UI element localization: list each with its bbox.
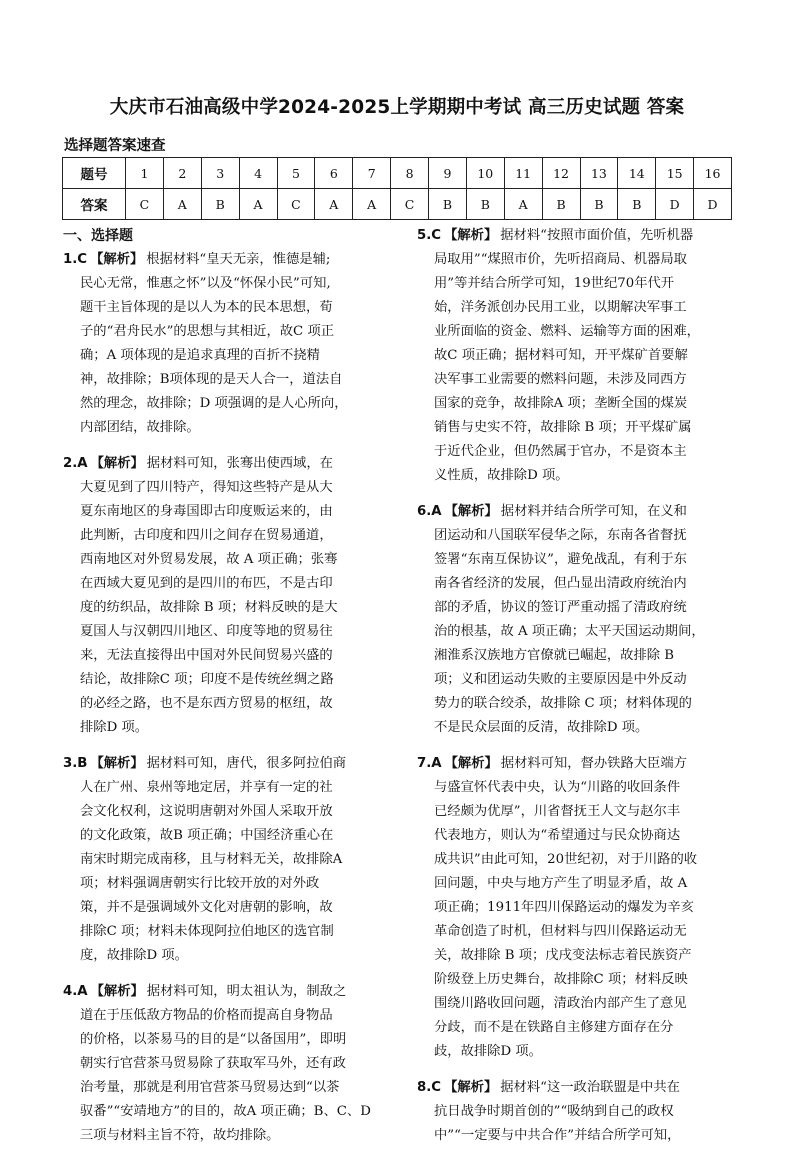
explanation-line	[417, 620, 733, 644]
question-explanation	[63, 752, 389, 968]
question-answer-label: 2.A	[63, 456, 88, 471]
explanation-line	[417, 824, 733, 848]
answer-cell: D	[694, 189, 732, 220]
question-number-cell: 9	[429, 158, 467, 189]
explanation-line	[417, 968, 733, 992]
explanation-text: 据材料可知，督办铁路大臣端方	[500, 756, 687, 771]
explanation-line	[63, 980, 389, 1004]
question-number-cell: 3	[201, 158, 239, 189]
explanation-line	[63, 776, 389, 800]
explanation-line	[63, 500, 389, 524]
question-number-cell: 15	[656, 158, 694, 189]
explanation-line	[63, 692, 389, 716]
question-explanation	[63, 452, 389, 740]
explanation-line	[63, 1052, 389, 1076]
explanation-text: 的必经之路，也不是东西方贸易的枢纽，故	[80, 696, 333, 711]
explanation-line	[63, 1124, 389, 1148]
explanation-text: 来，无法直接得出中国对外民间贸易兴盛的	[80, 648, 333, 663]
explanation-line	[417, 572, 733, 596]
answer-cell: B	[542, 189, 580, 220]
explanation-text: 据材料可知，明太祖认为，制敌之	[146, 984, 347, 999]
explanation-line	[417, 224, 733, 248]
explanation-text: 排除D 项。	[80, 720, 149, 735]
explanation-text: 义性质，故排除D 项。	[434, 468, 569, 483]
answer-cell: A	[163, 189, 201, 220]
explanation-text: 策，并不是强调域外文化对唐朝的影响，故	[80, 900, 333, 915]
question-explanation	[417, 500, 733, 740]
explanation-text: 局取用”“煤照市价，先听招商局、机器局取	[434, 252, 687, 267]
explanation-text: 确；A 项体现的是追求真理的百折不挠精	[80, 348, 320, 363]
explanation-line	[417, 1040, 733, 1064]
explanation-line	[63, 596, 389, 620]
explanation-text: 成共识”由此可知，20世纪初，对于川路的收	[434, 852, 698, 867]
answer-cell: A	[504, 189, 542, 220]
question-explanation	[417, 752, 733, 1064]
explanation-line	[417, 776, 733, 800]
explanation-line	[63, 1076, 389, 1100]
explanation-text: 据材料“这一政治联盟是中共在	[500, 1080, 680, 1095]
explanation-line	[63, 1004, 389, 1028]
explanation-text: 西南地区对外贸易发展，故 A 项正确；张骞	[80, 552, 338, 567]
answer-cell: B	[466, 189, 504, 220]
explanation-line	[417, 992, 733, 1016]
question-number-cell: 12	[542, 158, 580, 189]
explanation-line	[63, 620, 389, 644]
explanation-tag: 【解析】	[90, 984, 144, 999]
explanation-text: 回问题，中央与地方产生了明显矛盾，故 A	[434, 876, 688, 891]
explanation-line	[417, 344, 733, 368]
question-answer-label: 5.C	[417, 228, 442, 243]
explanation-text: 排除C 项；材料未体现阿拉伯地区的选官制	[80, 924, 334, 939]
question-number-cell: 1	[126, 158, 164, 189]
explanation-line	[417, 500, 733, 524]
answer-cell: B	[580, 189, 618, 220]
explanation-line	[63, 800, 389, 824]
explanation-text: 项正确；1911年四川保路运动的爆发为辛亥	[434, 900, 694, 915]
explanation-text: 项；义和团运动失败的主要原因是中外反动	[434, 672, 687, 687]
explanation-line	[63, 524, 389, 548]
question-number-cell: 11	[504, 158, 542, 189]
explanation-line	[63, 1028, 389, 1052]
explanation-text: 革命创造了时机，但材料与四川保路运动无	[434, 924, 687, 939]
answer-cell: A	[353, 189, 391, 220]
explanation-line	[417, 368, 733, 392]
explanation-text: 围绕川路收回问题，清政治内部产生了意见	[434, 996, 687, 1011]
answer-cell: C	[277, 189, 315, 220]
answer-table	[62, 157, 732, 220]
explanation-line	[417, 392, 733, 416]
explanation-line	[417, 644, 733, 668]
explanation-text: 抗日战争时期首创的”“吸纳到自己的政权	[434, 1104, 674, 1119]
explanation-text: 分歧，而不是在铁路自主修建方面存在分	[434, 1020, 674, 1035]
explanation-text: 代表地方，则认为“希望通过与民众协商达	[434, 828, 681, 843]
explanation-text: 故C 项正确；据材料可知，开平煤矿首要解	[434, 348, 688, 363]
explanation-text: 用”等并结合所学可知，19世纪70年代开	[434, 276, 675, 291]
explanation-line	[63, 368, 389, 392]
number-header: 题号	[63, 158, 126, 189]
explanation-text: 内部团结，故排除。	[80, 420, 200, 435]
explanation-line	[417, 596, 733, 620]
explanation-line	[417, 1124, 733, 1148]
question-number-cell: 6	[315, 158, 353, 189]
explanation-line	[63, 944, 389, 968]
explanation-text: 根据材料“皇天无亲，惟德是辅;	[146, 252, 331, 267]
number-row	[63, 158, 732, 189]
explanation-tag: 【解析】	[90, 252, 144, 267]
explanation-line	[417, 752, 733, 776]
question-answer-label: 8.C	[417, 1080, 442, 1095]
explanation-text: 南各省经济的发展，但凸显出清政府统治内	[434, 576, 687, 591]
explanation-text: 业所面临的资金、燃料、运输等方面的困难，	[434, 324, 700, 339]
explanation-line	[63, 896, 389, 920]
explanation-line	[417, 668, 733, 692]
question-number-cell: 4	[239, 158, 277, 189]
explanation-tag: 【解析】	[444, 1080, 498, 1095]
explanation-text: 道在于压低敌方物品的价格而提高自身物品	[80, 1008, 333, 1023]
answer-cell: B	[429, 189, 467, 220]
explanation-text: 中”“一定要与中共合作”并结合所学可知，	[434, 1128, 681, 1143]
explanation-line	[63, 752, 389, 776]
explanation-line	[63, 320, 389, 344]
answer-cell: C	[391, 189, 429, 220]
explanation-text: 在西域大夏见到的是四川的布匹，不是古印	[80, 576, 333, 591]
explanation-text: 签署“东南互保协议”，避免战乱，有利于东	[434, 552, 687, 567]
quick-ref-label: 选择题答案速查	[64, 138, 166, 154]
question-explanation	[63, 248, 389, 440]
explanation-text: 然的理念，故排除；D 项强调的是人心所向，	[80, 396, 348, 411]
explanation-line	[63, 872, 389, 896]
explanation-text: 民心无常，惟惠之怀”以及“怀保小民”可知,	[80, 276, 331, 291]
explanation-line	[417, 416, 733, 440]
explanation-text: 据材料“按照市面价值，先听机器	[500, 228, 694, 243]
question-answer-label: 6.A	[417, 504, 442, 519]
question-number-cell: 2	[163, 158, 201, 189]
explanation-tag: 【解析】	[444, 504, 498, 519]
explanation-line	[63, 572, 389, 596]
question-answer-label: 7.A	[417, 756, 442, 771]
explanation-text: 子的“君舟民水”的思想与其相近，故C 项正	[80, 324, 335, 339]
explanation-text: 夏国人与汉朝四川地区、印度等地的贸易往	[80, 624, 333, 639]
explanation-text: 据材料可知，唐代，很多阿拉伯商	[146, 756, 347, 771]
question-number-cell: 13	[580, 158, 618, 189]
explanation-text: 治考量，那就是利用官营茶马贸易达到“以茶	[80, 1080, 340, 1095]
explanation-text: 大夏见到了四川特产，得知这些特产是从大	[80, 480, 333, 495]
question-number-cell: 14	[618, 158, 656, 189]
explanation-text: 度，故排除D 项。	[80, 948, 188, 963]
explanation-text: 始，洋务派创办民用工业，以期解决军事工	[434, 300, 687, 315]
explanation-text: 项；材料强调唐朝实行比较开放的对外政	[80, 876, 320, 891]
question-explanation	[417, 1076, 733, 1148]
answer-cell: B	[618, 189, 656, 220]
explanation-tag: 【解析】	[444, 228, 498, 243]
explanation-text: 国家的竞争，故排除A 项；垄断全国的煤炭	[434, 396, 688, 411]
explanation-line	[63, 416, 389, 440]
question-number-cell: 7	[353, 158, 391, 189]
explanation-text: 销售与史实不符，故排除 B 项；开平煤矿属	[434, 420, 692, 435]
explanation-line	[63, 452, 389, 476]
question-number-cell: 10	[466, 158, 504, 189]
question-answer-label: 3.B	[63, 756, 88, 771]
explanation-line	[63, 848, 389, 872]
explanation-text: 据材料可知，张骞出使西域，在	[146, 456, 333, 471]
question-explanation	[63, 980, 389, 1148]
explanation-line	[63, 1100, 389, 1124]
explanation-line	[63, 824, 389, 848]
explanation-text: 于近代企业，但仍然属于官办，不是资本主	[434, 444, 687, 459]
explanation-text: 不是民众层面的反清，故排除D 项。	[434, 720, 649, 735]
explanation-line	[63, 644, 389, 668]
explanation-tag: 【解析】	[90, 456, 144, 471]
right-column	[417, 224, 733, 1160]
answer-cell: D	[656, 189, 694, 220]
explanation-text: 人在广州、泉州等地定居，并享有一定的社	[80, 780, 333, 795]
explanation-line	[417, 248, 733, 272]
explanation-text: 南宋时期完成南移，且与材料无关，故排除A	[80, 852, 343, 867]
explanation-line	[417, 692, 733, 716]
explanation-line	[417, 944, 733, 968]
explanation-text: 题干主旨体现的是以人为本的民本思想，荀	[80, 300, 333, 315]
explanation-line	[417, 800, 733, 824]
explanation-line	[63, 296, 389, 320]
explanation-text: 据材料并结合所学可知，在义和	[500, 504, 687, 519]
explanation-line	[417, 320, 733, 344]
explanation-text: 已经颇为优厚”，川省督抚王人文与赵尔丰	[434, 804, 681, 819]
question-number-cell: 8	[391, 158, 429, 189]
answer-cell: C	[126, 189, 164, 220]
explanation-text: 治的根基，故 A 项正确；太平天国运动期间，	[434, 624, 705, 639]
explanation-line	[417, 920, 733, 944]
explanation-line	[417, 296, 733, 320]
answer-cell: B	[201, 189, 239, 220]
explanation-line	[63, 920, 389, 944]
answer-cell: A	[239, 189, 277, 220]
section-heading: 一、选择题	[63, 228, 133, 244]
question-number-cell: 16	[694, 158, 732, 189]
explanation-line	[417, 1016, 733, 1040]
explanation-line	[417, 896, 733, 920]
explanation-text: 与盛宣怀代表中央，认为“川路的收回条件	[434, 780, 681, 795]
explanation-text: 夏东南地区的身毒国即古印度贩运来的，由	[80, 504, 333, 519]
explanation-line	[63, 716, 389, 740]
page-title: 大庆市石油高级中学2024-2025上学期期中考试 高三历史试题 答案	[109, 97, 685, 118]
explanation-text: 神，故排除；B项体现的是天人合一，道法自	[80, 372, 343, 387]
explanation-line	[63, 272, 389, 296]
explanation-tag: 【解析】	[444, 756, 498, 771]
question-answer-label: 1.C	[63, 252, 88, 267]
explanation-text: 驭番”“安靖地方”的目的，故A 项正确；B、C、D	[80, 1104, 371, 1119]
explanation-text: 度的纺织品，故排除 B 项；材料反映的是大	[80, 600, 338, 615]
explanation-line	[63, 668, 389, 692]
question-answer-label: 4.A	[63, 984, 88, 999]
explanation-line	[417, 524, 733, 548]
answer-header: 答案	[63, 189, 126, 220]
explanation-line	[417, 1076, 733, 1100]
explanation-line	[417, 872, 733, 896]
explanation-text: 会文化权利，这说明唐朝对外国人采取开放	[80, 804, 333, 819]
answer-cell: A	[315, 189, 353, 220]
explanation-text: 决军事工业需要的燃料问题，未涉及同西方	[434, 372, 687, 387]
explanation-text: 阶级登上历史舞台，故排除C 项；材料反映	[434, 972, 688, 987]
explanation-line	[63, 476, 389, 500]
left-column	[63, 224, 389, 1160]
explanation-text: 三项与材料主旨不符，故均排除。	[80, 1128, 280, 1143]
question-number-cell: 5	[277, 158, 315, 189]
explanation-line	[417, 272, 733, 296]
question-explanation	[417, 224, 733, 488]
explanation-text: 关，故排除 B 项；戊戌变法标志着民族资产	[434, 948, 692, 963]
explanation-text: 湘淮系汉族地方官僚就已崛起，故排除 B	[434, 648, 675, 663]
explanation-line	[417, 548, 733, 572]
explanation-line	[417, 464, 733, 488]
explanation-tag: 【解析】	[90, 756, 144, 771]
answer-row	[63, 189, 732, 220]
explanation-line	[417, 716, 733, 740]
explanation-text: 的文化政策，故B 项正确；中国经济重心在	[80, 828, 334, 843]
explanation-text: 团运动和八国联军侵华之际，东南各省督抚	[434, 528, 687, 543]
explanation-line	[417, 440, 733, 464]
explanation-text: 结论，故排除C 项；印度不是传统丝绸之路	[80, 672, 334, 687]
explanation-text: 部的矛盾，协议的签订严重动摇了清政府统	[434, 600, 687, 615]
explanation-text: 朝实行官营茶马贸易除了获取军马外，还有政	[80, 1056, 346, 1071]
explanation-line	[63, 548, 389, 572]
explanation-text: 此判断，古印度和四川之间存在贸易通道，	[80, 528, 333, 543]
explanation-line	[417, 848, 733, 872]
explanation-text: 的价格，以茶易马的目的是“以备国用”，即明	[80, 1032, 347, 1047]
explanation-text: 势力的联合绞杀，故排除 C 项；材料体现的	[434, 696, 692, 711]
explanation-line	[63, 392, 389, 416]
explanation-text: 歧，故排除D 项。	[434, 1044, 542, 1059]
explanation-line	[63, 344, 389, 368]
explanation-line	[417, 1100, 733, 1124]
explanation-line	[63, 248, 389, 272]
